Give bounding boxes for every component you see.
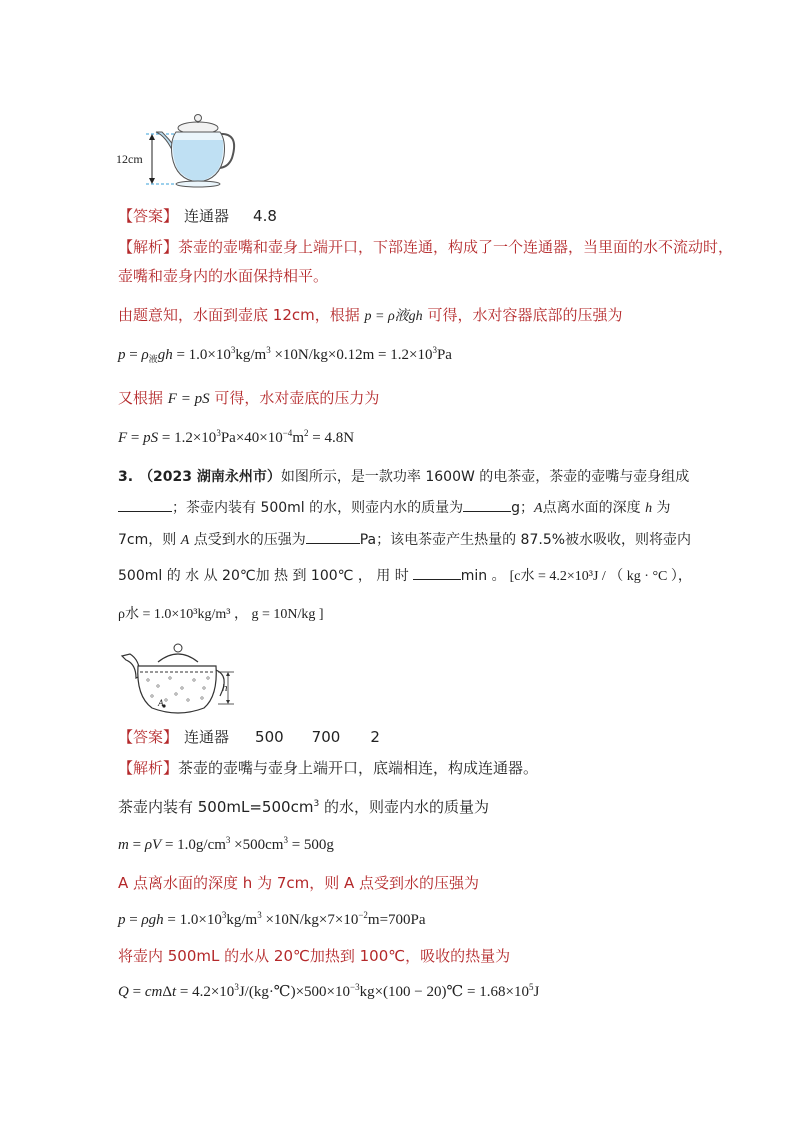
question-text: 500ml 的 水 从 20℃加 热 到 100℃ ， 用 时 — [118, 568, 409, 584]
analysis-line-2: 壶嘴和壶身内的水面保持相平。 — [118, 267, 329, 285]
height-label: 12cm — [116, 152, 143, 166]
question-text: 如图所示，是一款功率 1600W 的电茶壶，茶壶的壶嘴与壶身组成 — [280, 469, 690, 485]
h-label: h — [222, 682, 228, 694]
analysis-line-8: 将壶内 500mL 的水从 20℃加热到 100℃，吸收的热量为 — [118, 947, 511, 965]
question-line-1 — [118, 467, 689, 487]
question-line-4 — [118, 565, 692, 587]
answer-value: 2 — [370, 728, 380, 746]
analysis-text: 茶壶的壶嘴和壶身上端开口，下部连通，构成了一个连通器，当里面的水不流动时， — [178, 238, 734, 256]
a-label: A — [158, 698, 164, 708]
question-line-5: ρ水 = 1.0×10³kg/m³ ， g = 10N/kg ] — [118, 607, 324, 622]
question-text: 为 — [656, 500, 671, 516]
question-text: 7cm，则 — [118, 532, 177, 548]
question-line-3 — [118, 529, 691, 551]
answer-blank[interactable] — [306, 529, 360, 544]
equation-3: $m = \rho V = 1.0g/cm^3 \times 500cm^3 = 500g$ — [118, 835, 334, 853]
answer-tag: 【答案】 — [118, 207, 179, 225]
question-text: 点离水面的深度 — [542, 500, 641, 516]
question-constant: [c水 = 4.2×10³J / （ kg · °C ）， — [509, 569, 692, 584]
analysis-tag: 【解析】 — [118, 238, 179, 256]
answer-tag: 【答案】 — [118, 728, 179, 746]
analysis-line-7: A 点离水面的深度 h 为 7cm，则 A 点受到水的压强为 — [118, 874, 480, 892]
question-text: ；茶壶内装有 500ml 的水，则壶内水的质量为 — [172, 500, 464, 516]
equation-1: $p = \rho_液gh = 1.0\times 10^3kg/m^3 \times 10N/kg\times 0.12m = 1.2\times 10^3Pa$ — [118, 345, 452, 364]
question-text: g； — [511, 500, 535, 516]
point-label: A — [534, 501, 543, 516]
analysis-text: 可得，水对壶底的压力为 — [214, 389, 380, 407]
answer-text: 连通器 — [184, 728, 230, 746]
depth-label: h — [645, 501, 653, 516]
analysis-text: 又根据 — [118, 389, 164, 407]
formula-inline: F = pS — [167, 391, 210, 407]
answer-line-2 — [118, 727, 380, 747]
analysis-line-6: 茶壶内装有 $500mL=500cm^3$ 的水，则壶内水的质量为 — [118, 798, 489, 816]
formula-inline: p = ρ液gh — [364, 309, 423, 324]
analysis-text: 茶壶的壶嘴与壶身上端开口，底端相连，构成连通器。 — [178, 759, 539, 777]
equation-4: $p = \rho gh = 1.0\times 10^3kg/m^3 \times 10N/kg\times 7\times 10^{-2}m=700Pa$ — [118, 910, 426, 928]
analysis-line-4 — [118, 388, 379, 409]
question-line-2 — [118, 497, 671, 519]
answer-value: 4.8 — [253, 207, 277, 225]
teapot-figure-2 — [118, 636, 246, 720]
analysis-text: 可得，水对容器底部的压强为 — [427, 306, 623, 324]
answer-text: 连通器 — [184, 207, 230, 225]
question-text: min 。 — [460, 568, 506, 584]
point-label: A — [180, 533, 190, 548]
analysis-text: 由题意知，水面到壶底 12cm，根据 — [118, 306, 360, 324]
analysis-line-1 — [118, 237, 733, 257]
question-number: 3. — [118, 469, 134, 485]
answer-blank[interactable] — [463, 497, 511, 512]
answer-blank[interactable] — [413, 565, 461, 580]
question-source: （2023 湖南永州市） — [139, 469, 281, 485]
equation-5: $Q = cm\Delta t = 4.2\times 10^3J/(kg\cdot℃)\times 500\times 10^{-3}kg\times(100$ − 20)℃ = $1.68\times 10^5J$ — [118, 982, 540, 1000]
question-text: Pa；该电茶壶产生热量的 87.5%被水吸收，则将壶内 — [359, 532, 692, 548]
question-text: 点受到水的压强为 — [193, 532, 306, 548]
analysis-line-5 — [118, 758, 538, 778]
answer-blank[interactable] — [118, 497, 172, 512]
analysis-tag: 【解析】 — [118, 759, 179, 777]
answer-line-1 — [118, 206, 277, 226]
equation-2: F = pS = $1.2\times 10^3Pa\times 40\times 10^{-4}m^2 = 4.8N$ — [118, 428, 355, 446]
answer-value: 500 — [255, 728, 284, 746]
analysis-line-3 — [118, 305, 622, 327]
answer-value: 700 — [311, 728, 341, 746]
